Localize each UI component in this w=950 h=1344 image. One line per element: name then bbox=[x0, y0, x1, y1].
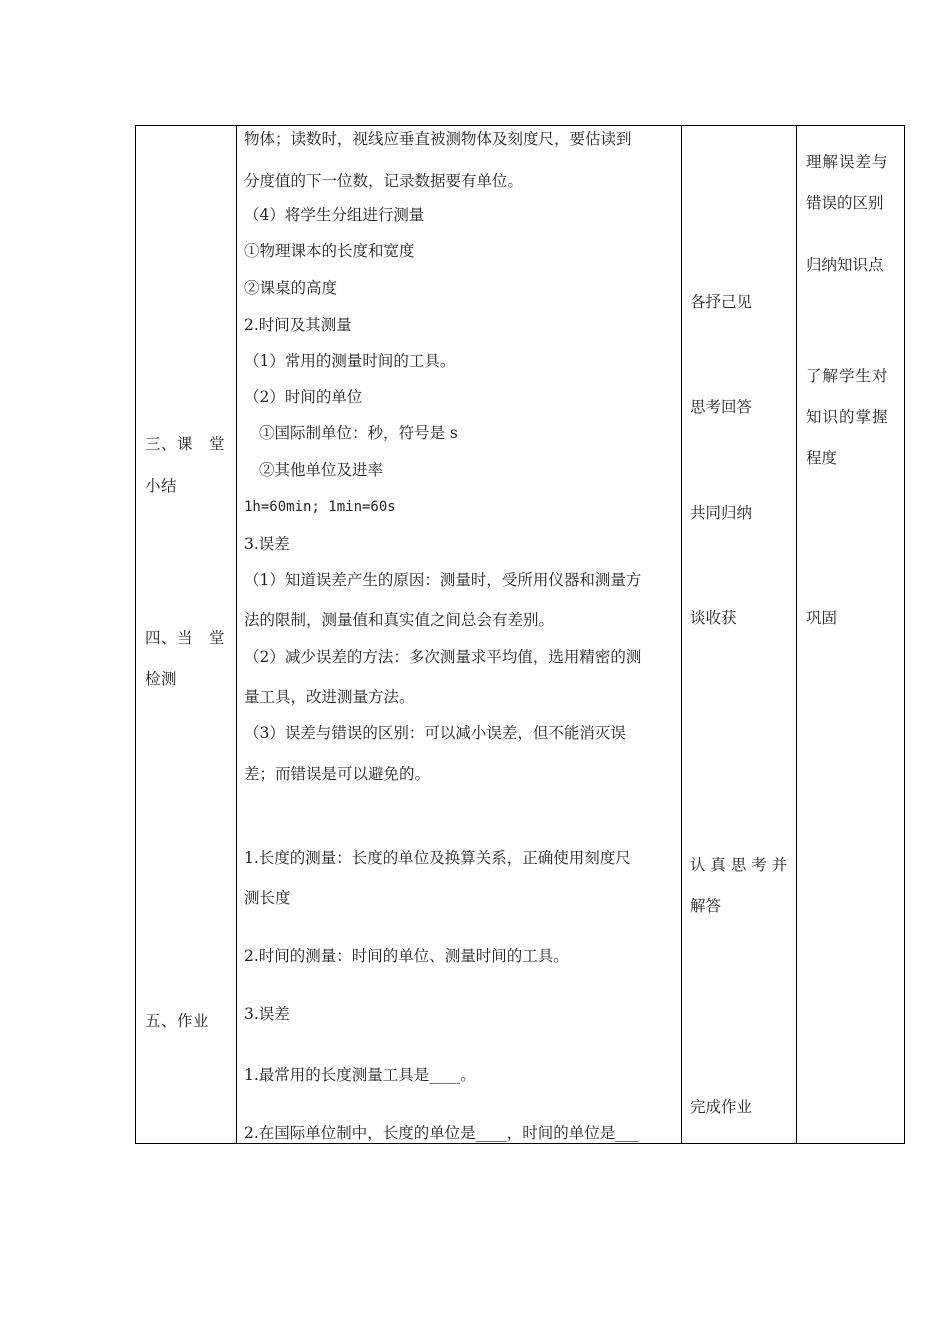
content-line: （3）误差与错误的区别：可以减小误差，但不能消灭误 bbox=[244, 724, 626, 742]
activity-text: 认 真 思 考 并 bbox=[690, 856, 788, 874]
section-summary-label: 三、课 堂 bbox=[145, 435, 226, 453]
content-line: 2.时间及其测量 bbox=[244, 316, 352, 334]
activity-text: 思考回答 bbox=[690, 398, 753, 416]
content-line: 测长度 bbox=[244, 889, 291, 907]
intent-text: 归纳知识点 bbox=[806, 256, 884, 274]
content-line: （1）知道误差产生的原因：测量时，受所用仪器和测量方 bbox=[244, 571, 642, 589]
section-test-label-2: 检测 bbox=[145, 670, 178, 688]
content-line: 1.长度的测量：长度的单位及换算关系，正确使用刻度尺 bbox=[244, 849, 631, 867]
section-test-label: 四、当 堂 bbox=[145, 629, 226, 647]
content-line: （1）常用的测量时间的工具。 bbox=[244, 352, 456, 370]
activity-text: 解答 bbox=[690, 897, 722, 915]
content-line: 2.在国际单位制中，长度的单位是____，时间的单位是___ bbox=[244, 1124, 639, 1142]
intent-text: 错误的区别 bbox=[806, 194, 884, 212]
content-line: ②其他单位及进率 bbox=[259, 461, 384, 479]
content-line: （2）减少误差的方法：多次测量求平均值，选用精密的测 bbox=[244, 648, 642, 666]
content-line: 分度值的下一位数，记录数据要有单位。 bbox=[244, 172, 524, 190]
content-line: 3.误差 bbox=[244, 535, 290, 553]
column-divider bbox=[681, 126, 682, 1143]
content-line: 量工具，改进测量方法。 bbox=[244, 688, 415, 706]
activity-text: 完成作业 bbox=[690, 1098, 753, 1116]
content-line: 2.时间的测量：时间的单位、测量时间的工具。 bbox=[244, 947, 569, 965]
intent-text: 程度 bbox=[806, 449, 838, 467]
section-homework-label: 五、作业 bbox=[145, 1012, 210, 1030]
column-divider bbox=[796, 126, 797, 1143]
content-line: ①国际制单位：秒，符号是 s bbox=[259, 424, 458, 442]
activity-text: 谈收获 bbox=[690, 609, 737, 627]
intent-text: 巩固 bbox=[806, 609, 838, 627]
intent-text: 理解误差与 bbox=[806, 153, 889, 171]
content-line: （2）时间的单位 bbox=[244, 388, 363, 406]
activity-text: 共同归纳 bbox=[690, 504, 753, 522]
intent-text: 知识的掌握 bbox=[806, 408, 889, 426]
content-line: （4）将学生分组进行测量 bbox=[244, 206, 425, 224]
content-line: 物体；读数时，视线应垂直被测物体及刻度尺，要估读到 bbox=[244, 130, 632, 148]
content-line: 差；而错误是可以避免的。 bbox=[244, 765, 431, 783]
content-line: 1h=60min; 1min=60s bbox=[244, 499, 396, 515]
content-line: 法的限制，测量值和真实值之间总会有差别。 bbox=[244, 611, 555, 629]
intent-text: 了解学生对 bbox=[806, 367, 889, 385]
column-divider bbox=[236, 126, 237, 1143]
section-summary-label-2: 小结 bbox=[145, 477, 178, 495]
content-line: ②课桌的高度 bbox=[244, 279, 338, 297]
content-line: 3.误差 bbox=[244, 1005, 290, 1023]
content-line: ①物理课本的长度和宽度 bbox=[244, 242, 415, 260]
content-line: 1.最常用的长度测量工具是____。 bbox=[244, 1066, 476, 1084]
activity-text: 各抒己见 bbox=[690, 293, 753, 311]
